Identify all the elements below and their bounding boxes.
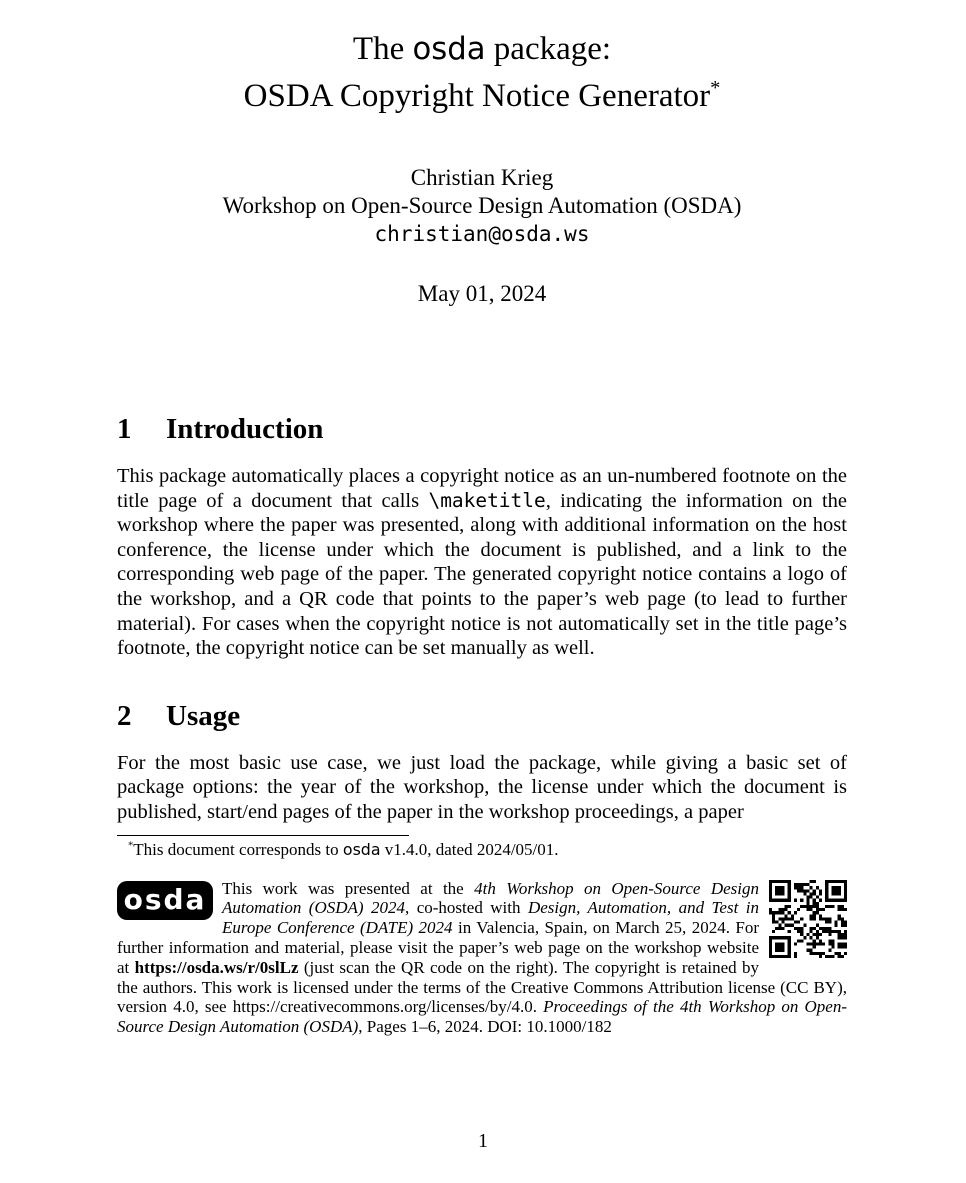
section-heading-usage	[117, 699, 847, 733]
paper-title-line-2: OSDA Copyright Notice Generator*	[243, 77, 721, 114]
osda-logo: osda	[117, 881, 213, 920]
thanks-footnote: *This document corresponds to osda v1.4.0, dated 2024/05/01.	[128, 839, 559, 859]
usage-paragraph: For the most basic use case, we just load the package, while giving a basic set of package options: the year of the workshop, the license under which the document is published, start/end pages of the paper in the workshop proceedings, a paper	[117, 751, 847, 823]
author-name: Christian Krieg	[410, 165, 554, 190]
copyright-notice-text: This work was presented at the 4th Workshop on Open-Source Design Automation (OSDA) 2024, co-hosted with Design, Automation, and Test in Europe Conference (DATE) 2024 in Valencia, Spain, on March 25, 2024. For further information and material, please visit the paper’s web page on the workshop website at https://osda.ws/r/0slLz (just scan the QR code on the right). The copyright is retained by the authors. This work is licensed under the terms of the Creative Commons Attribution license (CC BY), version 4.0, see https://creativecommons.org/licenses/by/4.0. Proceedings of the 4th Workshop on Open-Source Design Automation (OSDA), Pages 1–6, 2024. DOI: 10.1000/182	[117, 878, 848, 1037]
introduction-paragraph: This package automatically places a copyright notice as an un-numbered footnote on the title page of a document that calls \maketitle, indicating the information on the workshop where the paper was presented, along with additional information on the host conference, the license under which the document is published, and a link to the corresponding web page of the paper. The generated copyright notice contains a logo of the workshop, and a QR code that points to the paper’s web page (to lead to further material). For cases when the copyright notice is not automatically set in the title page’s footnote, the copyright notice can be set manually as well.	[117, 465, 847, 660]
footnote-rule	[117, 835, 409, 836]
author-block	[117, 164, 847, 248]
paper-date: May 01, 2024	[417, 281, 547, 306]
text-column	[117, 0, 847, 1037]
section-title: Introduction	[166, 413, 324, 445]
section-number: 1	[117, 413, 132, 445]
author-affiliation: Workshop on Open-Source Design Automation (OSDA)	[222, 193, 742, 218]
section-number: 2	[117, 699, 132, 732]
paper-title-line-1: The osda package:	[352, 31, 612, 67]
page-number: 1	[478, 1130, 488, 1152]
qr-code	[769, 880, 847, 958]
author-email: christian@osda.ws	[374, 222, 590, 246]
section-title: Usage	[166, 699, 241, 732]
title-block	[117, 0, 847, 120]
section-heading-introduction	[117, 412, 847, 446]
copyright-notice	[117, 879, 847, 1037]
